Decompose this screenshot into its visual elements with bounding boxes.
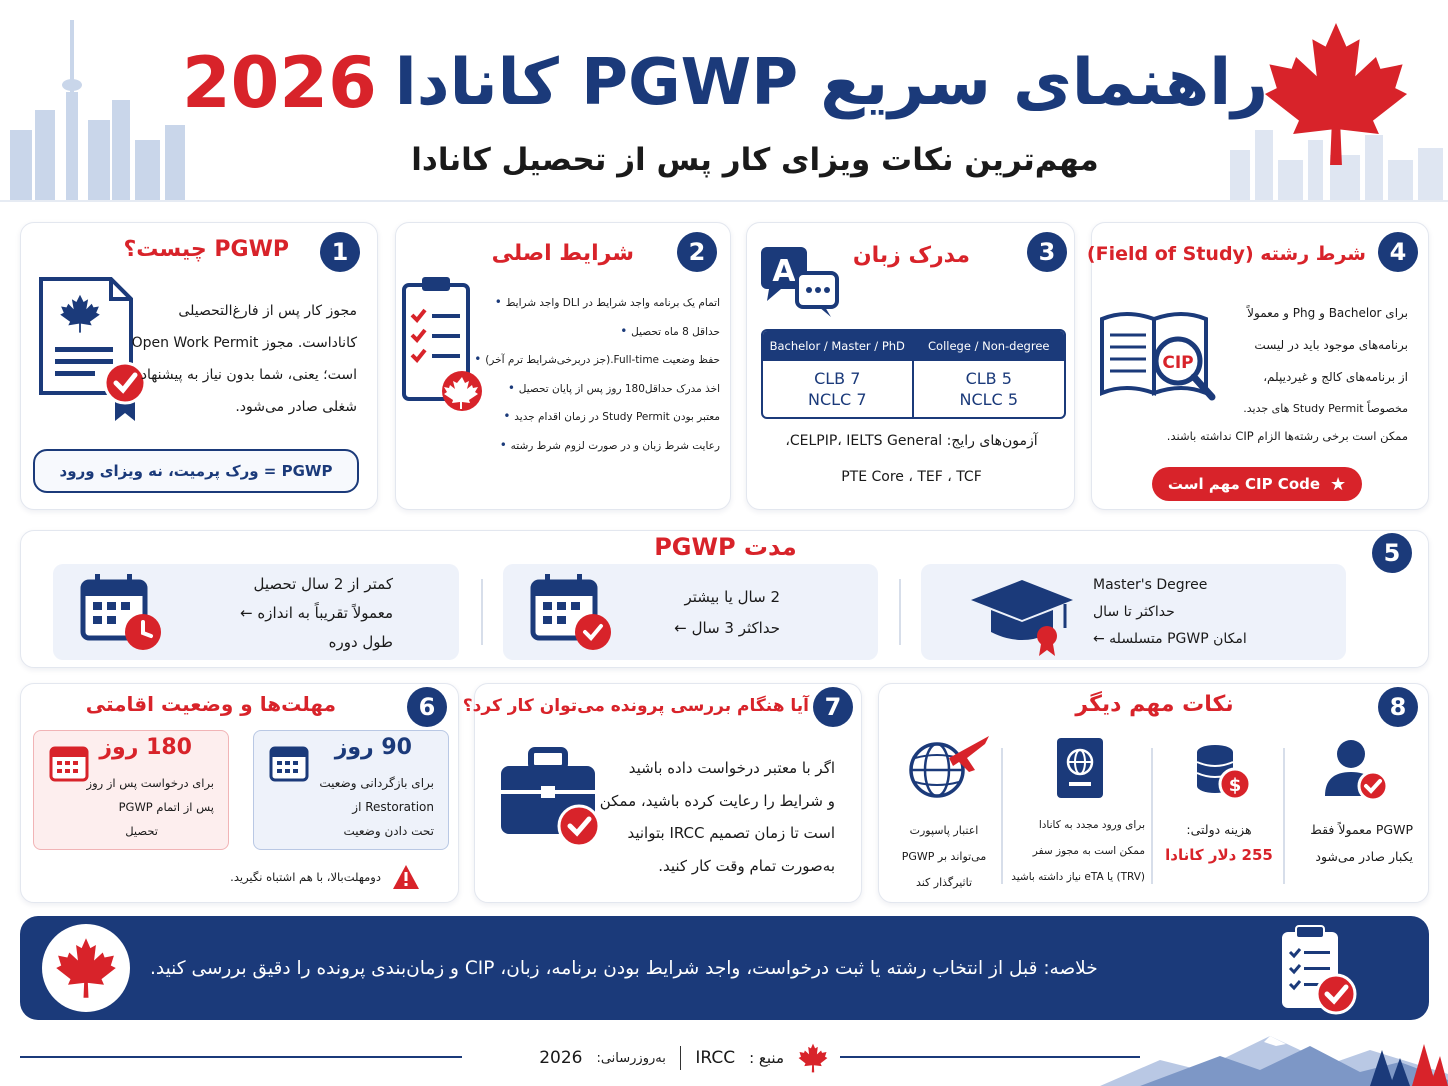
header-divider	[0, 200, 1448, 202]
duration-box-masters	[921, 564, 1346, 660]
table-col-college	[763, 331, 914, 417]
deadline-180-title: 180 روز	[99, 735, 192, 760]
body-line: طول دوره	[328, 633, 393, 651]
book-magnifier-icon	[1096, 305, 1226, 405]
footer-meta	[478, 1038, 828, 1078]
table-cell: CLB 7	[814, 369, 861, 388]
body-line: برای Bachelor و Phg و معمولاً	[1247, 306, 1408, 320]
star-icon: ★	[1330, 473, 1347, 495]
icon-letter: A	[772, 254, 796, 289]
conditions-list	[484, 289, 720, 460]
speech-bubble-icon	[759, 243, 841, 321]
card-title: مدرک زبان	[852, 243, 970, 268]
divider	[899, 579, 901, 645]
cip-label: CIP	[1162, 353, 1194, 373]
card1-body	[131, 295, 357, 423]
language-table	[761, 329, 1066, 419]
deadline-box-180	[33, 730, 229, 850]
list-item: رعایت شرط زبان و در صورت لزوم شرط رشته •	[484, 432, 720, 461]
card-title: مدت PGWP	[654, 533, 797, 561]
body-line: مخصوصاً Study Permit های جدید.	[1243, 402, 1408, 415]
card-number: 3	[1027, 232, 1067, 272]
maple-leaf-icon	[1262, 18, 1410, 170]
card-number: 8	[1378, 687, 1418, 727]
body-line: تحت دادن وضعیت	[343, 824, 434, 838]
card-title: مهلت‌ها و وضعیت اقامتی	[85, 692, 336, 716]
body-line: به‌صورت تمام وقت کار کنید.	[658, 856, 835, 875]
body-line: ممکن است به مجوز سفر	[1032, 845, 1145, 857]
source-label: منبع :	[749, 1049, 784, 1067]
card-other-notes	[878, 683, 1429, 903]
city-skyline-icon	[0, 0, 200, 200]
updated-label: به‌روزرسانی:	[596, 1050, 666, 1066]
cip-code-badge	[1152, 467, 1362, 501]
body-line: برای بازگردانی وضعیت	[319, 776, 434, 790]
duration-box-short	[53, 564, 459, 660]
card-what-is-pgwp	[20, 222, 378, 510]
list-item: حداقل 8 ماه تحصیل •	[484, 318, 720, 347]
body-line: شغلی صادر می‌شود.	[235, 399, 357, 415]
body-line: PGWP معمولاً فقط	[1310, 822, 1413, 837]
body-line: است تا زمان تصمیم IRCC بتوانید	[627, 824, 835, 842]
duration-masters-text	[1093, 572, 1313, 653]
tests-line: آزمون‌های رایج: CELPIP، IELTS General،	[785, 433, 1038, 449]
card7-body	[595, 752, 835, 882]
table-col-degree	[914, 331, 1065, 417]
body-line: از برنامه‌های کالج و غیردیپلم،	[1263, 370, 1408, 384]
body-line: اگر با معتبر درخواست داده باشید	[628, 759, 835, 777]
svg-text:$: $	[1228, 775, 1242, 796]
card-deadlines	[20, 683, 459, 903]
body-line: امکان PGWP متسلسله ←	[1093, 631, 1247, 647]
note-text	[889, 818, 999, 896]
list-item: اتمام یک برنامه واجد شرایط در DLI واجد شرایط •	[484, 289, 720, 318]
updated-value: 2026	[539, 1048, 583, 1068]
fee-label: هزینه دولتی:	[1186, 822, 1252, 837]
body-line: تحصیل	[125, 824, 158, 838]
list-item: معتبر بودن Study Permit در زمان اقدام جدید •	[484, 403, 720, 432]
deadline-box-90	[253, 730, 449, 850]
body-line: معمولاً تقریباً به اندازه ←	[240, 604, 393, 622]
note-passport-validity	[889, 730, 999, 896]
list-item: اخذ مدرک حداقل180 روز پس از پایان تحصیل •	[484, 375, 720, 404]
note-government-fee	[1157, 736, 1281, 896]
duration-long-text	[610, 582, 780, 644]
duration-short-text	[163, 570, 393, 657]
body-line: می‌تواند بر PGWP	[901, 850, 987, 863]
table-cell: NCLC 5	[959, 390, 1018, 409]
body-line: 2 سال یا بیشتر	[684, 588, 780, 606]
body-line: حداکثر 3 سال ←	[674, 619, 780, 637]
footer	[0, 1030, 1448, 1086]
deadline-90-text	[264, 771, 434, 843]
summary-banner	[20, 916, 1429, 1020]
footer-divider	[680, 1046, 682, 1070]
badge-label: CIP Code مهم است	[1167, 475, 1321, 493]
maple-leaf-icon	[55, 937, 117, 999]
card-number: 5	[1372, 533, 1412, 573]
card-main-conditions	[395, 222, 731, 510]
card-number: 1	[320, 232, 360, 272]
note-text	[1007, 812, 1145, 890]
briefcase-icon	[497, 746, 605, 850]
divider	[1283, 748, 1285, 884]
table-cell: NCLC 7	[808, 390, 867, 409]
passport-icon	[1055, 736, 1107, 800]
list-item: حفظ وضعیت Full-time.(جز دربرخی‌شرایط ترم آخر) •	[484, 346, 720, 375]
pgwp-definition-pill: PGWP = ورک پرمیت، نه ویزای ورود	[33, 449, 359, 493]
body-line: کمتر از 2 سال تحصیل	[253, 575, 393, 593]
maple-leaf-badge	[42, 924, 130, 1012]
card-field-of-study	[1086, 222, 1429, 510]
card-work-during-processing	[462, 683, 862, 903]
page-title	[181, 38, 1269, 128]
body-line: Master's Degree	[1093, 577, 1208, 593]
card-title: شرط رشته (Field of Study)	[1086, 243, 1366, 265]
body-line: و شرایط را رعایت کرده باشید، ممکن	[599, 791, 835, 810]
footer-line-left	[20, 1056, 462, 1058]
body-line: حداکثر تا سال	[1093, 604, 1175, 620]
note-text	[1293, 816, 1413, 870]
calendar-clock-icon	[79, 570, 165, 654]
note-single-issue	[1291, 736, 1419, 896]
header	[0, 0, 1448, 205]
clipboard-check-icon	[1276, 922, 1360, 1016]
body-line: برای درخواست پس از روز	[86, 776, 214, 790]
warning-icon	[391, 863, 421, 891]
calendar-check-icon	[529, 570, 615, 654]
mountains-icon	[1100, 1030, 1448, 1086]
card-title: شرایط اصلی	[491, 241, 634, 266]
table-cell: CLB 5	[965, 369, 1012, 388]
fee-value: 255 دلار کانادا	[1165, 846, 1273, 864]
graduation-cap-icon	[967, 572, 1077, 656]
body-line: تاثیرگذار کند	[915, 876, 973, 889]
card-title: PGWP چیست؟	[123, 237, 289, 262]
globe-plane-icon	[903, 730, 993, 802]
divider	[481, 579, 483, 645]
table-header: Bachelor / Master / PhD	[763, 331, 912, 361]
card-number: 2	[677, 232, 717, 272]
body-line: اعتبار پاسپورت	[909, 824, 979, 837]
divider	[1001, 748, 1003, 884]
checklist-clipboard-icon	[400, 273, 482, 413]
card-title: نکات مهم دیگر	[1075, 692, 1234, 717]
deadline-90-title: 90 روز	[334, 735, 412, 760]
title-year: 2026	[181, 42, 377, 124]
note-reentry	[1007, 736, 1149, 896]
body-line: یکبار صادر می‌شود	[1315, 849, 1413, 864]
user-check-icon	[1321, 736, 1391, 802]
body-line: Restoration از	[352, 800, 434, 814]
card-title: آیا هنگام بررسی پرونده می‌توان کار کرد؟	[462, 696, 809, 716]
card-duration	[20, 530, 1429, 668]
coins-dollar-icon	[1189, 740, 1255, 806]
deadline-180-text	[44, 771, 214, 843]
body-line: برای ورود مجدد به کانادا	[1038, 819, 1145, 831]
card4-body	[1212, 297, 1408, 425]
warning-row	[81, 862, 421, 892]
card4-note: ممکن است برخی رشته‌ها الزام CIP نداشته باشند.	[1166, 429, 1408, 443]
title-main: راهنمای سریع PGWP کانادا	[394, 46, 1269, 120]
body-line: پس از اتمام PGWP	[118, 800, 214, 814]
small-maple-leaf-icon	[798, 1043, 828, 1073]
card-language	[746, 222, 1075, 510]
body-line: (TRV) یا eTA نیاز داشته باشید	[1011, 871, 1145, 883]
body-line: مجوز کار پس از فارغ‌التحصیلی	[178, 303, 357, 319]
table-header: College / Non-degree	[914, 331, 1065, 361]
warning-text: دومهلت‌بالا، با هم اشتباه نگیرید.	[230, 870, 381, 884]
card-number: 6	[407, 687, 447, 727]
tests-line: PTE Core ، TEF ، TCF	[841, 469, 982, 485]
body-line: برنامه‌های موجود باید در لیست	[1254, 338, 1408, 352]
page-subtitle: مهم‌ترین نکات ویزای کار پس از تحصیل کانادا	[411, 142, 1099, 178]
duration-box-long	[503, 564, 878, 660]
card-number: 4	[1378, 232, 1418, 272]
source-value: IRCC	[695, 1048, 736, 1068]
divider	[1151, 748, 1153, 884]
summary-text: خلاصه: قبل از انتخاب رشته یا ثبت درخواست، واجد شرایط بودن برنامه، زبان، CIP و زمان‌بندی پرونده را دقیق بررسی کنید.	[150, 957, 1098, 979]
body-line: است؛ یعنی، شما بدون نیاز به پیشنهاد	[140, 367, 357, 383]
footer-line-right	[840, 1056, 1140, 1058]
body-line: کانادا‌ست. مجوز Open Work Permit	[131, 335, 357, 351]
subtitle-row	[395, 132, 1115, 188]
card-number: 7	[813, 687, 853, 727]
